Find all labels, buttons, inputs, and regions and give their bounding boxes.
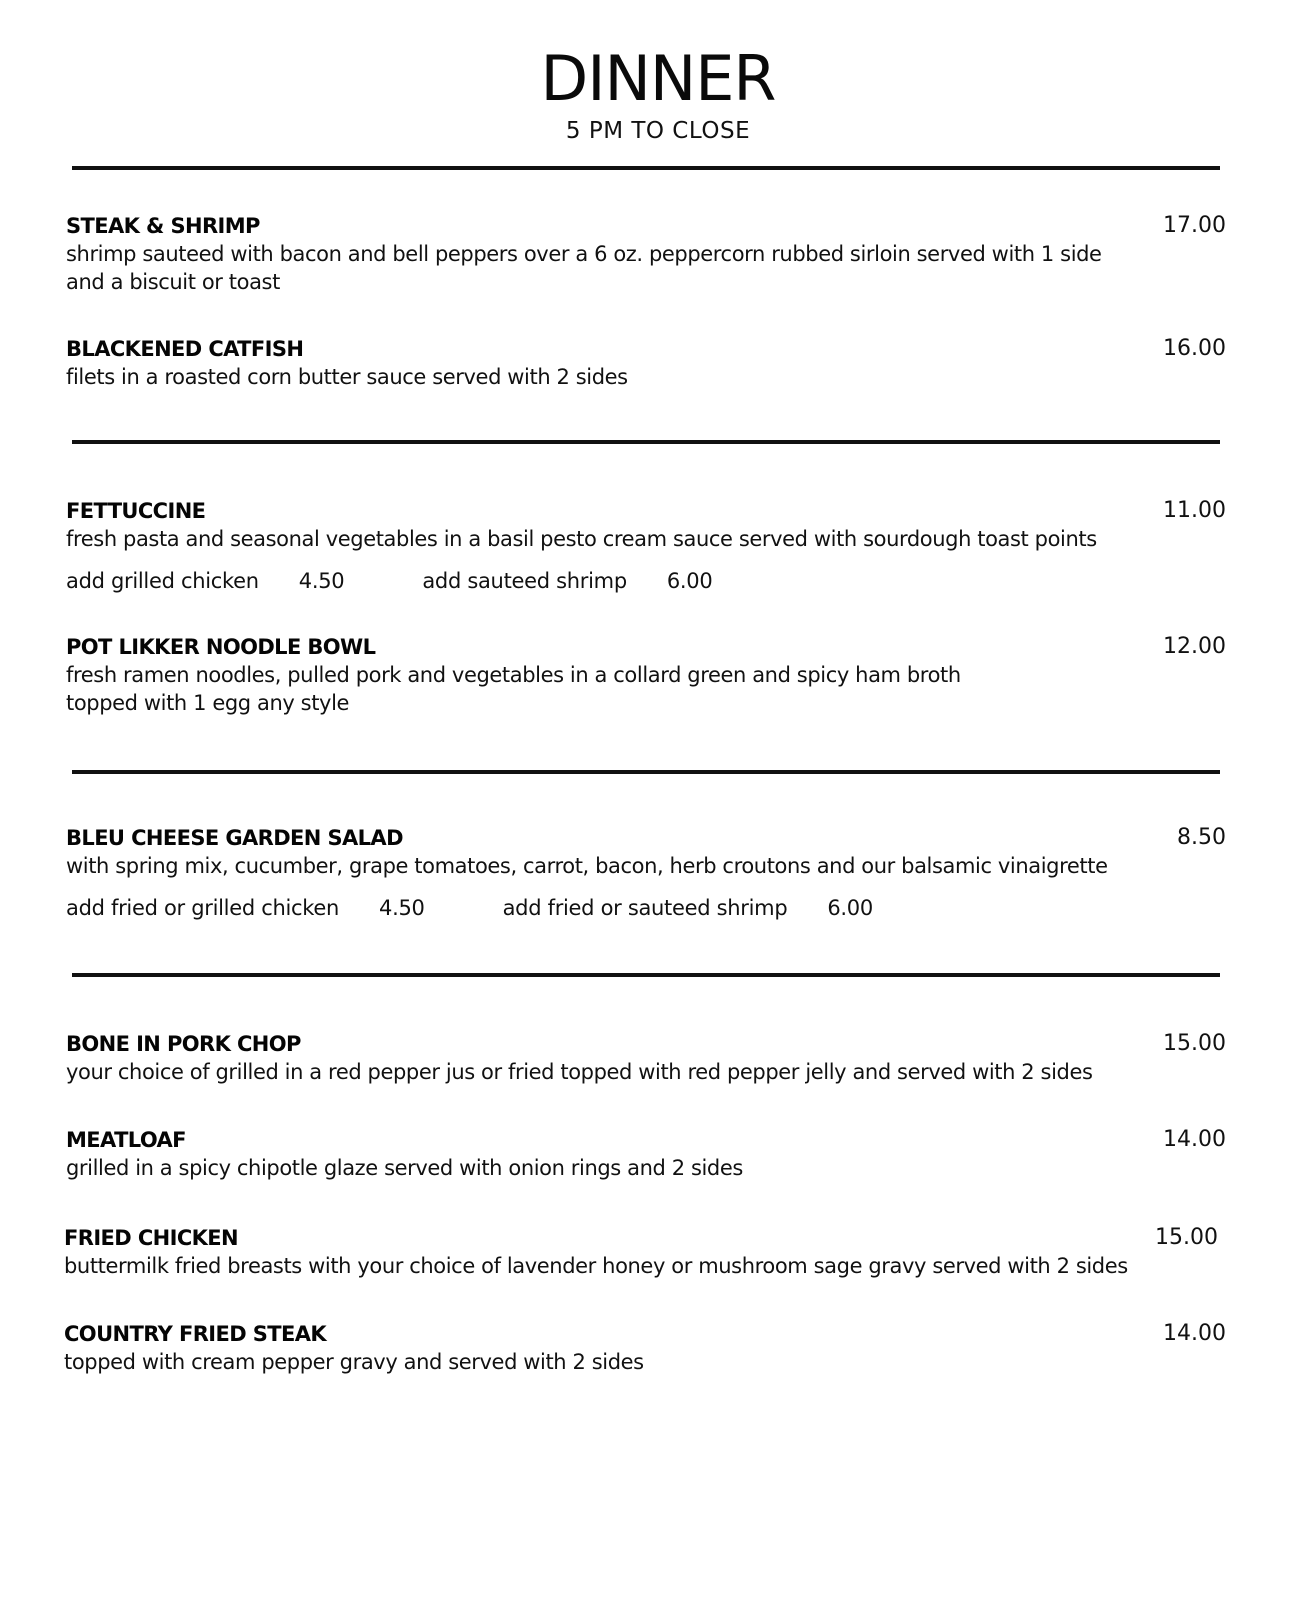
- item-name: STEAK & SHRIMP: [66, 214, 260, 238]
- item-description: topped with cream pepper gravy and served with 2 sides: [64, 1350, 644, 1374]
- item-name: FRIED CHICKEN: [64, 1226, 239, 1250]
- item-description: grilled in a spicy chipotle glaze served with onion rings and 2 sides: [66, 1156, 743, 1180]
- page-title: DINNER: [540, 42, 776, 115]
- item-description-line-2: topped with 1 egg any style: [66, 691, 350, 715]
- item-description: your choice of grilled in a red pepper jus or fried topped with red pepper jelly and served with 2 sides: [66, 1060, 1093, 1084]
- section-divider: [72, 166, 1220, 170]
- menu-item-fettuccine: [66, 497, 1226, 595]
- addon-price: 6.00: [666, 569, 713, 593]
- addon-price: 4.50: [298, 569, 345, 593]
- menu-item-blackened-catfish: [66, 335, 1226, 391]
- item-price: 14.00: [1163, 1321, 1226, 1346]
- menu-item-pot-likker-noodle-bowl: [66, 633, 1226, 717]
- menu-item-steak-shrimp: [66, 212, 1226, 296]
- item-price: 11.00: [1163, 498, 1226, 523]
- item-name: BLEU CHEESE GARDEN SALAD: [66, 826, 403, 850]
- item-price: 12.00: [1163, 634, 1226, 659]
- item-price: 17.00: [1163, 213, 1226, 238]
- item-name: COUNTRY FRIED STEAK: [64, 1322, 327, 1346]
- item-description: with spring mix, cucumber, grape tomatoes, carrot, bacon, herb croutons and our balsamic vinaigrette: [66, 854, 1108, 878]
- section-divider: [72, 973, 1220, 977]
- menu-item-fried-chicken: [64, 1224, 1218, 1280]
- item-description: fresh ramen noodles, pulled pork and vegetables in a collard green and spicy ham broth: [66, 663, 961, 687]
- item-description: buttermilk fried breasts with your choice of lavender honey or mushroom sage gravy served with 2 sides: [64, 1254, 1128, 1278]
- addon-label: add grilled chicken: [66, 569, 259, 593]
- item-name: MEATLOAF: [66, 1128, 186, 1152]
- menu-item-bleu-cheese-garden-salad: [66, 824, 1226, 922]
- menu-item-bone-in-pork-chop: [66, 1030, 1226, 1086]
- item-name: POT LIKKER NOODLE BOWL: [66, 635, 376, 659]
- section-divider: [72, 770, 1220, 774]
- item-description: shrimp sauteed with bacon and bell peppers over a 6 oz. peppercorn rubbed sirloin served with 1 side and a biscuit or toast: [66, 242, 1102, 294]
- item-price: 15.00: [1163, 1031, 1226, 1056]
- addon-price: 6.00: [827, 896, 873, 920]
- item-description: filets in a roasted corn butter sauce served with 2 sides: [66, 365, 628, 389]
- item-description: fresh pasta and seasonal vegetables in a basil pesto cream sauce served with sourdough toast points: [66, 527, 1097, 551]
- addon-price: 4.50: [379, 896, 425, 920]
- menu-item-meatloaf: [66, 1126, 1226, 1182]
- item-name: FETTUCCINE: [66, 499, 206, 523]
- addon-label: add sauteed shrimp: [422, 569, 627, 593]
- menu-item-country-fried-steak: [64, 1320, 1226, 1376]
- item-price: 16.00: [1163, 336, 1226, 361]
- addon-label: add fried or sauteed shrimp: [502, 896, 788, 920]
- item-name: BONE IN PORK CHOP: [66, 1032, 301, 1056]
- item-price: 8.50: [1177, 825, 1226, 850]
- item-addons: [66, 567, 1226, 595]
- item-price: 15.00: [1155, 1225, 1218, 1250]
- item-price: 14.00: [1163, 1127, 1226, 1152]
- section-divider: [72, 440, 1220, 444]
- addon-label: add fried or grilled chicken: [66, 896, 340, 920]
- hours-subtitle: 5 PM TO CLOSE: [565, 118, 751, 144]
- item-name: BLACKENED CATFISH: [66, 337, 304, 361]
- item-addons: [66, 894, 1226, 922]
